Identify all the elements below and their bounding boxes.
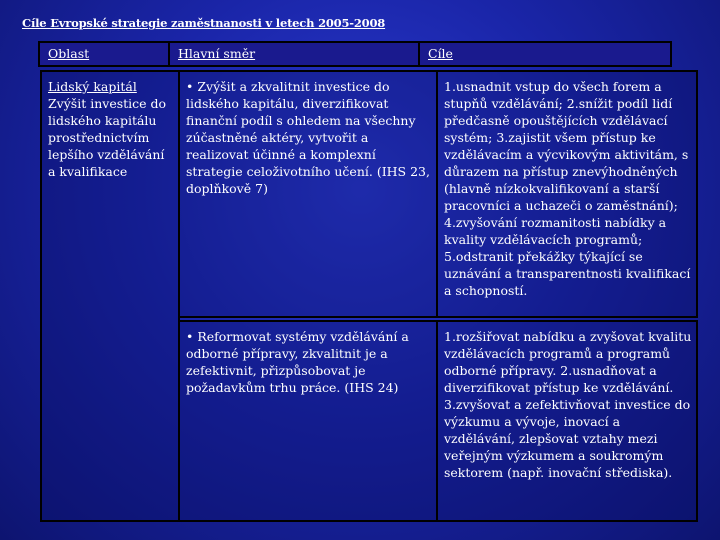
header-oblast [38,41,170,67]
smer-text: • Reformovat systémy vzdělávání a odborné přípravy, zkvalitnit je a zefektivnit, přizpůsobovat je požadavkům trhu práce. (IHS 24) [186,329,409,395]
oblast-heading: Lidský kapitál [48,79,137,94]
smer-text: • Zvýšit a zkvalitnit investice do lidského kapitálu, diverzifikovat finanční podíl s ohledem na všechny zúčastněné aktéry, vytvořit a realizovat účinné a komplexní strategie celoživotního učení. (IHS 23, doplňkově 7) [186,79,430,196]
cile-text: 1.rozšiřovat nabídku a zvyšovat kvalitu vzdělávacích programů a programů odborné přípravy. 2.usnadňovat a diverzifikovat přístup ke vzdělávání. 3.zvyšovat a zefektivňovat investice do výzkumu a vývoje, inovací a vzdělávání, zlepšovat vztahy mezi veřejným výzkumem a soukromým sektorem (např. inovační střediska). [444,329,692,480]
slide-title: Cíle Evropské strategie zaměstnanosti v letech 2005-2008 [22,16,386,30]
header-cile [418,41,672,67]
header-oblast-label: Oblast [48,46,90,61]
cile-text: 1.usnadnit vstup do všech forem a stupňů vzdělávání; 2.snížit podíl lidí předčasně opouštějících vzdělávací systém; 3.zajistit všem přístup ke vzdělávacím a výcvikovým aktivitám, s důrazem na přístup znevýhodněných (hlavně nízkokvalifikovaní a starší pracovníci a uchazeči o zaměstnání); 4.zvyšování rozmanitosti nabídky a kvality vzdělávacích programů; 5.odstranit překážky týkající se uznávání a transparentnosti kvalifikací a schopností. [444,79,691,298]
cell-cile-row1 [436,70,698,318]
cell-smer-row1 [178,70,438,318]
cell-oblast [40,70,180,522]
oblast-text: Zvýšit investice do lidského kapitálu prostřednictvím lepšího vzdělávání a kvalifikace [48,96,167,179]
header-smer-label: Hlavní směr [178,46,256,61]
cell-cile-row2 [436,320,698,522]
header-hlavni-smer [168,41,420,67]
cell-smer-row2 [178,320,438,522]
header-cile-label: Cíle [428,46,453,61]
